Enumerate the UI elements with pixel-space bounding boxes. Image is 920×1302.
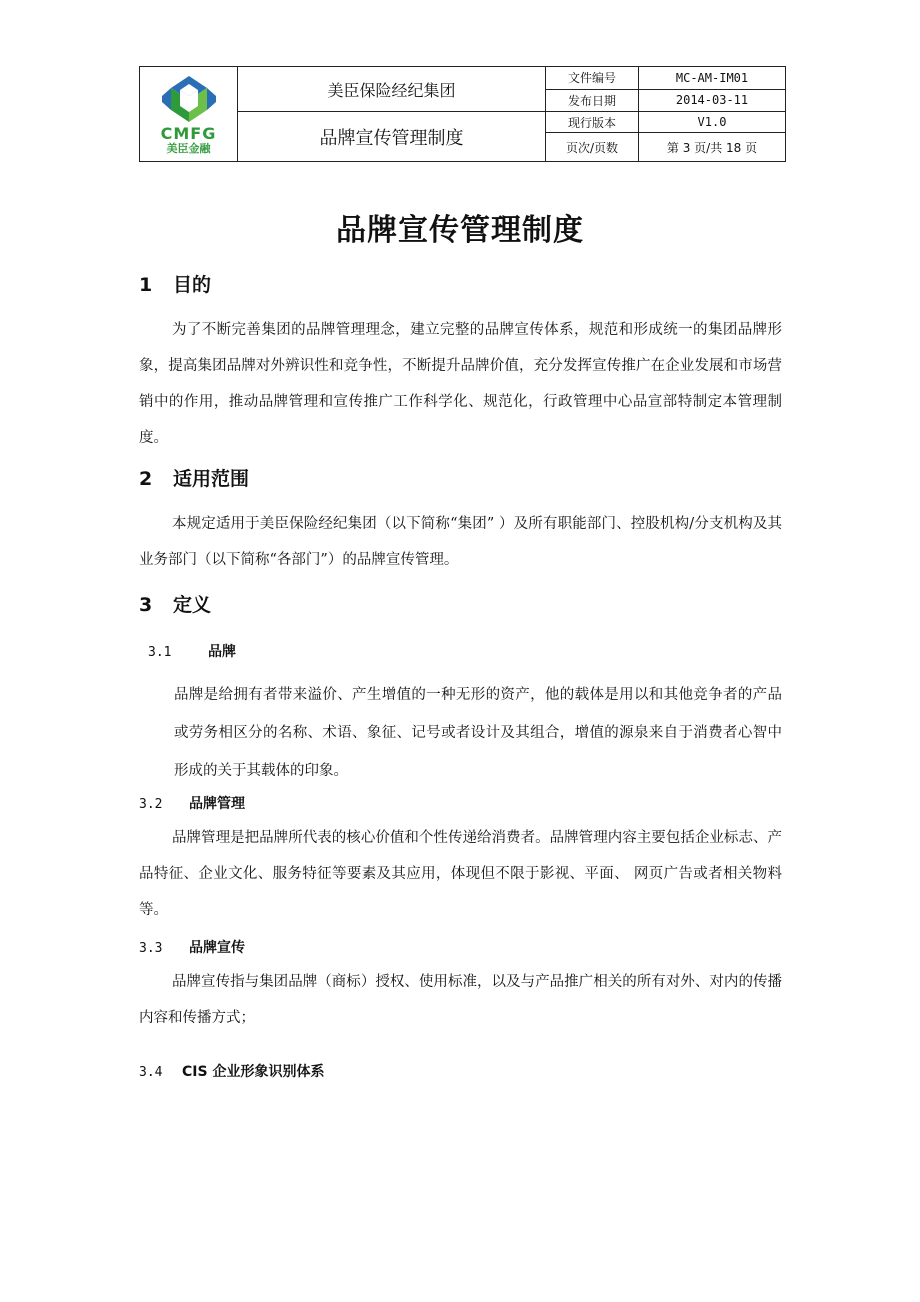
subsection-body-3-1: 品牌是给拥有者带来溢价、产生增值的一种无形的资产，他的载体是用以和其他竞争者的产品或劳务相区分的名称、术语、象征、记号或者设计及其组合，增值的源泉来自于消费者心智中形成的关于其载体的印象。 [174, 687, 782, 779]
release-date-value: 2014-03-11 [639, 89, 786, 112]
subsection-heading-3-3 [139, 937, 245, 957]
subsection-title: 品牌 [208, 644, 236, 660]
subsection-number: 3.1 [148, 645, 172, 660]
logo-text-en: CMFG [160, 123, 217, 143]
section-body-2: 本规定适用于美臣保险经纪集团（以下简称“集团” ）及所有职能部门、控股机构/分支机构及其业务部门（以下简称“各部门”）的品牌宣传管理。 [139, 516, 782, 568]
section-title: 定义 [173, 594, 212, 616]
org-name: 美臣保险经纪集团 [238, 67, 546, 112]
subsection-heading-3-4 [139, 1061, 324, 1081]
subsection-number: 3.3 [139, 941, 163, 956]
section-number: 3 [139, 594, 153, 616]
header-doc-name: 品牌宣传管理制度 [238, 112, 546, 162]
subsection-body-3-3: 品牌宣传指与集团品牌（商标）授权、使用标准，以及与产品推广相关的所有对外、对内的传播内容和传播方式； [139, 974, 782, 1026]
section-heading-3 [139, 590, 211, 617]
section-title: 适用范围 [173, 468, 250, 490]
document-header-table [139, 66, 786, 162]
subsection-number: 3.4 [139, 1065, 163, 1080]
cmfg-logo-icon [160, 74, 218, 124]
logo-cell [140, 67, 238, 162]
section-heading-1 [139, 270, 211, 297]
section-title: 目的 [173, 274, 212, 296]
section-number: 2 [139, 468, 153, 490]
page-count-label: 页次/页数 [546, 133, 639, 162]
subsection-title: CIS 企业形象识别体系 [182, 1064, 325, 1080]
version-value: V1.0 [639, 112, 786, 133]
company-logo [140, 67, 237, 161]
release-date-label: 发布日期 [546, 89, 639, 112]
subsection-heading-3-2 [139, 793, 245, 813]
logo-text-cn: 美臣金融 [166, 141, 211, 155]
doc-number-value: MC-AM-IM01 [639, 67, 786, 90]
page-count-value: 第 3 页/共 18 页 [639, 133, 786, 162]
subsection-title: 品牌管理 [189, 796, 245, 812]
subsection-heading-3-1 [148, 641, 236, 661]
subsection-number: 3.2 [139, 797, 163, 812]
page-title: 品牌宣传管理制度 [336, 213, 584, 248]
subsection-body-3-2: 品牌管理是把品牌所代表的核心价值和个性传递给消费者。品牌管理内容主要包括企业标志、产品特征、企业文化、服务特征等要素及其应用，体现但不限于影视、平面、 网页广告或者相关物料等。 [139, 830, 782, 918]
subsection-title: 品牌宣传 [189, 940, 245, 956]
version-label: 现行版本 [546, 112, 639, 133]
doc-number-label: 文件编号 [546, 67, 639, 90]
section-body-1: 为了不断完善集团的品牌管理理念，建立完整的品牌宣传体系，规范和形成统一的集团品牌形象，提高集团品牌对外辨识性和竞争性，不断提升品牌价值，充分发挥宣传推广在企业发展和市场营销中的作用，推动品牌管理和宣传推广工作科学化、规范化，行政管理中心品宣部特制定本管理制度。 [139, 322, 782, 446]
section-number: 1 [139, 274, 153, 296]
section-heading-2 [139, 464, 249, 491]
